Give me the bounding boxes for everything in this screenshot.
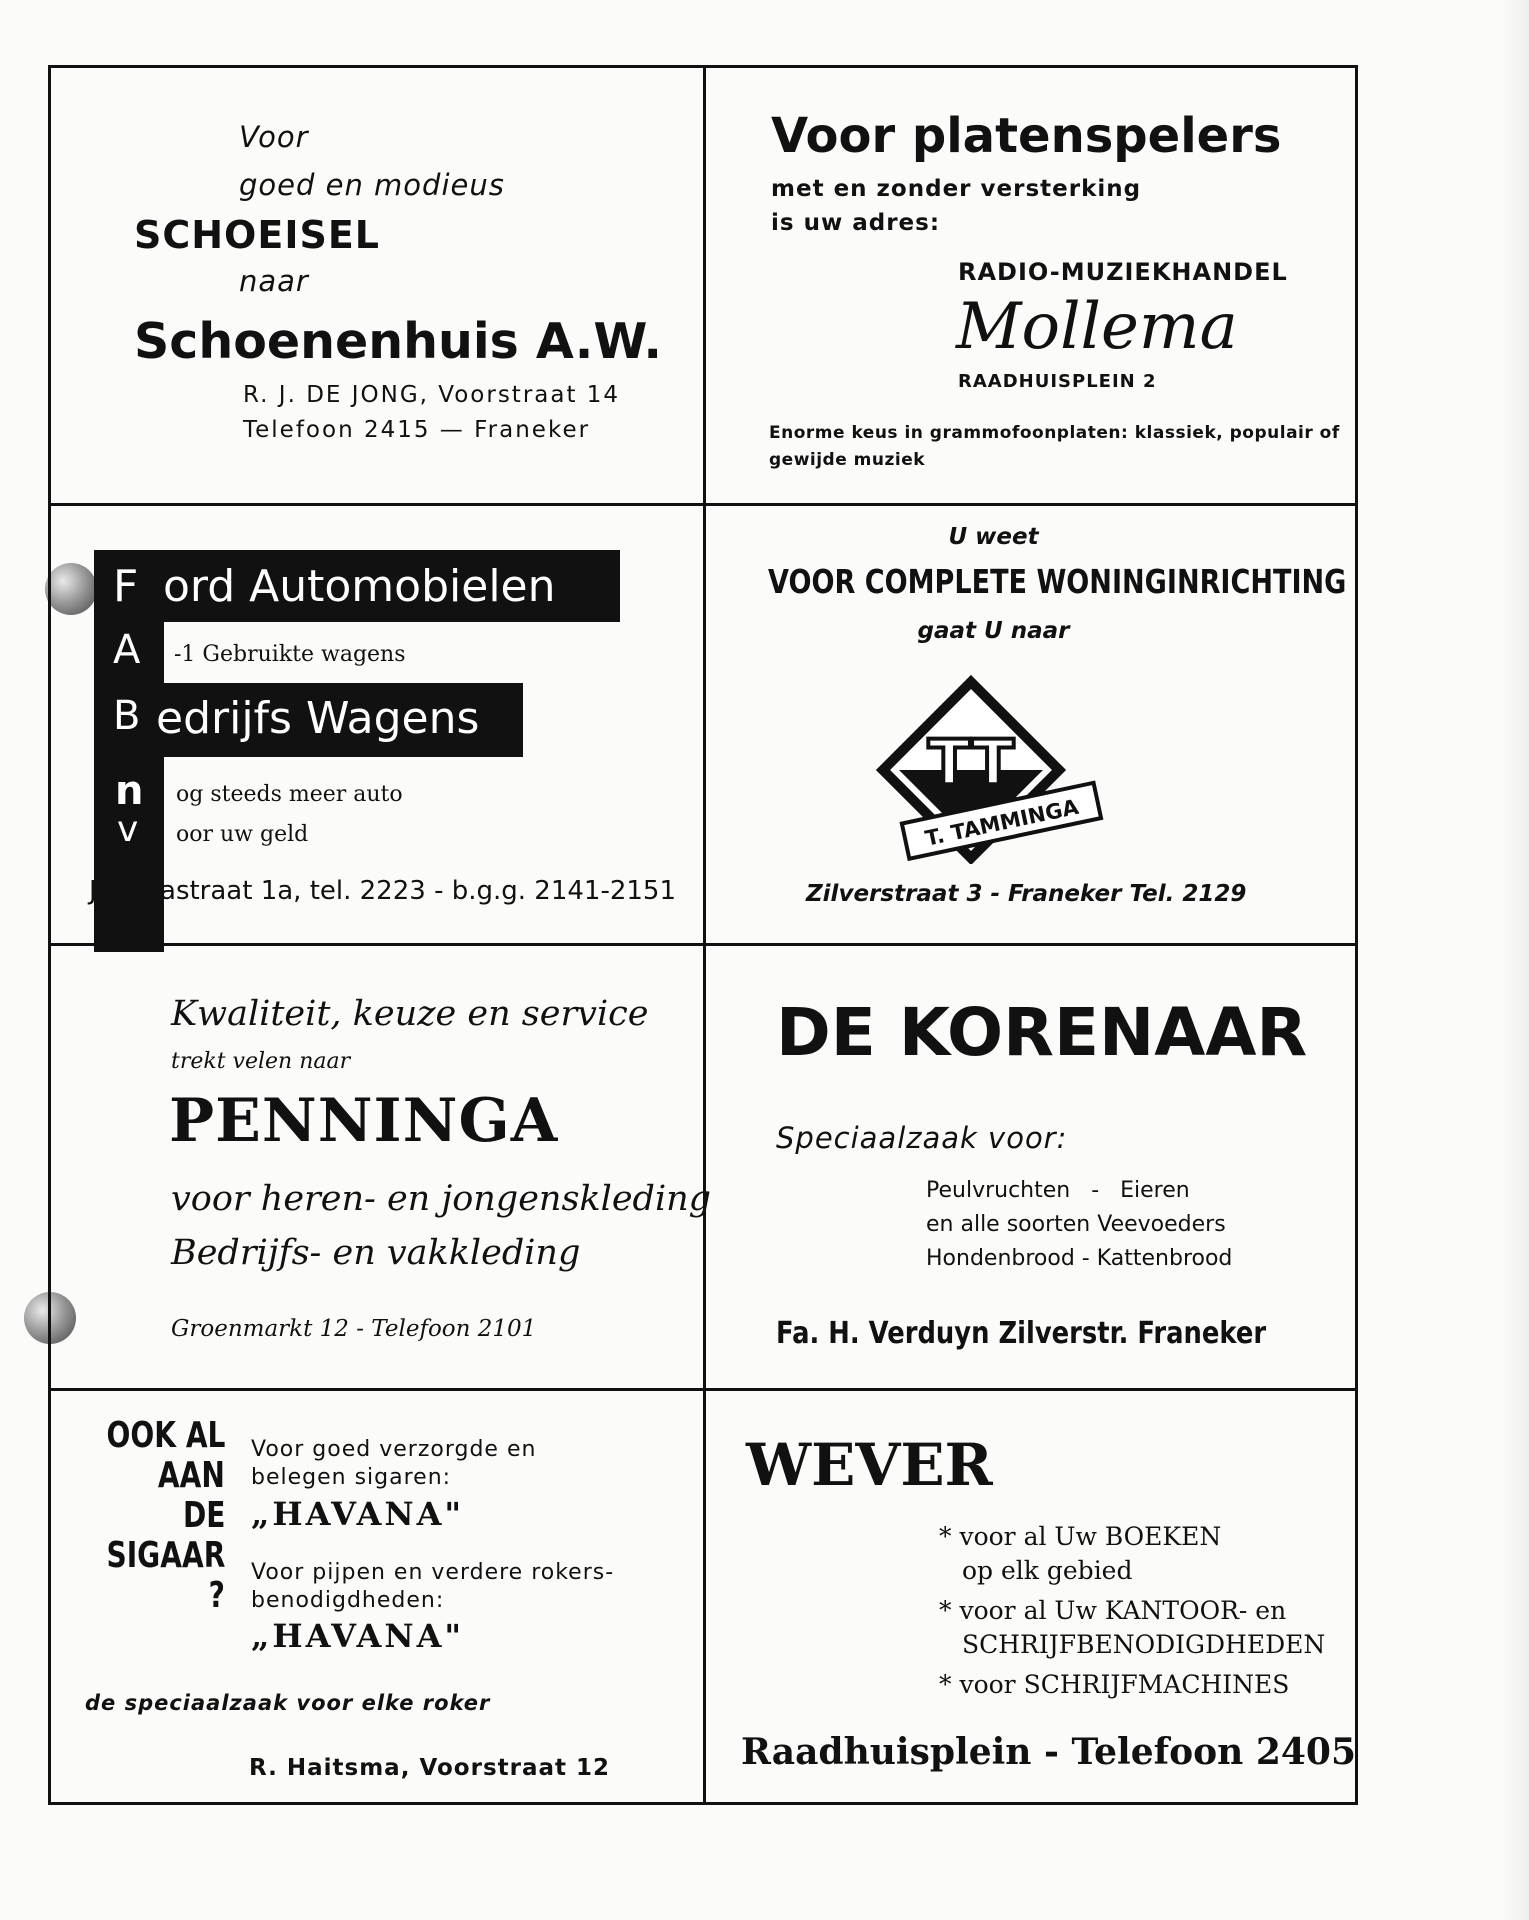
- headline-text: ord Automobielen: [163, 561, 556, 612]
- ford-line: -1 Gebruikte wagens: [174, 642, 406, 667]
- ad-schoenenhuis: [51, 68, 703, 503]
- service-item: * voor SCHRIJFMACHINES: [939, 1670, 1290, 1699]
- note-text: gewijde muziek: [769, 450, 926, 470]
- intro-text: naar: [239, 264, 309, 298]
- intro-text: gaat U naar: [917, 618, 1070, 644]
- sub-text: is uw adres:: [771, 210, 941, 236]
- initial-letter: B: [113, 693, 141, 739]
- owner-address: R. J. DE JONG, Voorstraat 14: [243, 382, 621, 408]
- body-text: Voor pijpen en verdere rokers-: [251, 1560, 615, 1585]
- product-item: Hondenbrood - Kattenbrood: [926, 1246, 1233, 1271]
- slogan: Kwaliteit, keuze en service: [171, 994, 649, 1034]
- shop-name: PENNINGA: [169, 1086, 559, 1156]
- sub-text: met en zonder versterking: [771, 176, 1142, 202]
- logo-banner-text: T. TAMMINGA: [923, 794, 1081, 851]
- intro-text: U weet: [948, 524, 1039, 550]
- ad-mollema: [706, 68, 1355, 503]
- ad-penninga: [51, 946, 712, 1388]
- tamminga-logo: [876, 674, 1136, 864]
- shop-address: RAADHUISPLEIN 2: [958, 371, 1157, 392]
- ad-ford: [51, 506, 703, 943]
- initial-letter: v: [117, 809, 139, 850]
- ad-tamminga: [706, 506, 1355, 943]
- product-item: en alle soorten Veevoeders: [926, 1212, 1226, 1237]
- brand-name: „HAVANA": [251, 1617, 465, 1655]
- intro-text: Voor: [239, 120, 309, 154]
- tagline: de speciaalzaak voor elke roker: [85, 1691, 491, 1715]
- service-item: SCHRIJFBENODIGDHEDEN: [962, 1630, 1326, 1659]
- ad-havana: [51, 1391, 703, 1802]
- phone-line: Telefoon 2415 — Franeker: [243, 417, 591, 443]
- service-item: * voor al Uw KANTOOR- en: [939, 1596, 1287, 1625]
- product-line: Bedrijfs- en vakkleding: [171, 1233, 581, 1273]
- product-heading: SCHOEISEL: [134, 213, 380, 257]
- owner-address: R. Haitsma, Voorstraat 12: [249, 1755, 611, 1781]
- address-line: Julianastraat 1a, tel. 2223 - b.g.g. 2141-2151: [89, 876, 677, 906]
- service-item: op elk gebied: [962, 1556, 1133, 1585]
- shop-name: Schoenenhuis A.W.: [134, 313, 663, 370]
- slogan-sub: trekt velen naar: [171, 1049, 351, 1074]
- initial-letter: A: [113, 627, 141, 673]
- ford-line: og steeds meer auto: [176, 782, 403, 807]
- body-text: Voor goed verzorgde en: [251, 1437, 537, 1462]
- ad-title: Voor platenspelers: [771, 108, 1282, 164]
- ad-wever: [706, 1391, 1355, 1802]
- note-text: Enorme keus in grammofoonplaten: klassiek, populair of: [769, 423, 1340, 443]
- ford-line: oor uw geld: [176, 822, 309, 847]
- side-question: SIGAAR: [106, 1535, 225, 1576]
- footer-address: Raadhuisplein - Telefoon 2405: [741, 1731, 1357, 1773]
- service-item: * voor al Uw BOEKEN: [939, 1522, 1222, 1551]
- headline-text: edrijfs Wagens: [156, 693, 480, 744]
- side-question: AAN: [158, 1455, 225, 1496]
- product-line: voor heren- en jongenskleding: [171, 1179, 712, 1219]
- brand-name: „HAVANA": [251, 1495, 465, 1533]
- initial-letter: n: [115, 768, 144, 814]
- ad-korenaar: [706, 946, 1355, 1388]
- intro-text: goed en modieus: [239, 168, 505, 202]
- body-text: benodigdheden:: [251, 1588, 445, 1613]
- advertisement-page-frame: [48, 65, 1358, 1805]
- headline: VOOR COMPLETE WONINGINRICHTING: [768, 562, 1347, 601]
- shop-type: RADIO-MUZIEKHANDEL: [958, 258, 1288, 286]
- footer-address: Fa. H. Verduyn Zilverstr. Franeker: [776, 1316, 1267, 1351]
- mollema-logo: Mollema: [956, 290, 1238, 364]
- logo-letters: TT: [927, 726, 1015, 799]
- product-item: Peulvruchten - Eieren: [926, 1178, 1190, 1203]
- side-question: DE: [182, 1495, 225, 1536]
- address-line: Groenmarkt 12 - Telefoon 2101: [171, 1316, 537, 1342]
- body-text: belegen sigaren:: [251, 1465, 452, 1490]
- side-question: OOK AL: [106, 1415, 225, 1456]
- page-edge-shadow: [1501, 0, 1529, 1920]
- sub-heading: Speciaalzaak voor:: [776, 1121, 1068, 1155]
- address-line: Zilverstraat 3 - Franeker Tel. 2129: [806, 881, 1247, 907]
- side-question: ?: [208, 1575, 225, 1616]
- initial-letter: F: [113, 561, 139, 612]
- shop-name: DE KORENAAR: [776, 994, 1308, 1071]
- shop-name: WEVER: [746, 1431, 993, 1499]
